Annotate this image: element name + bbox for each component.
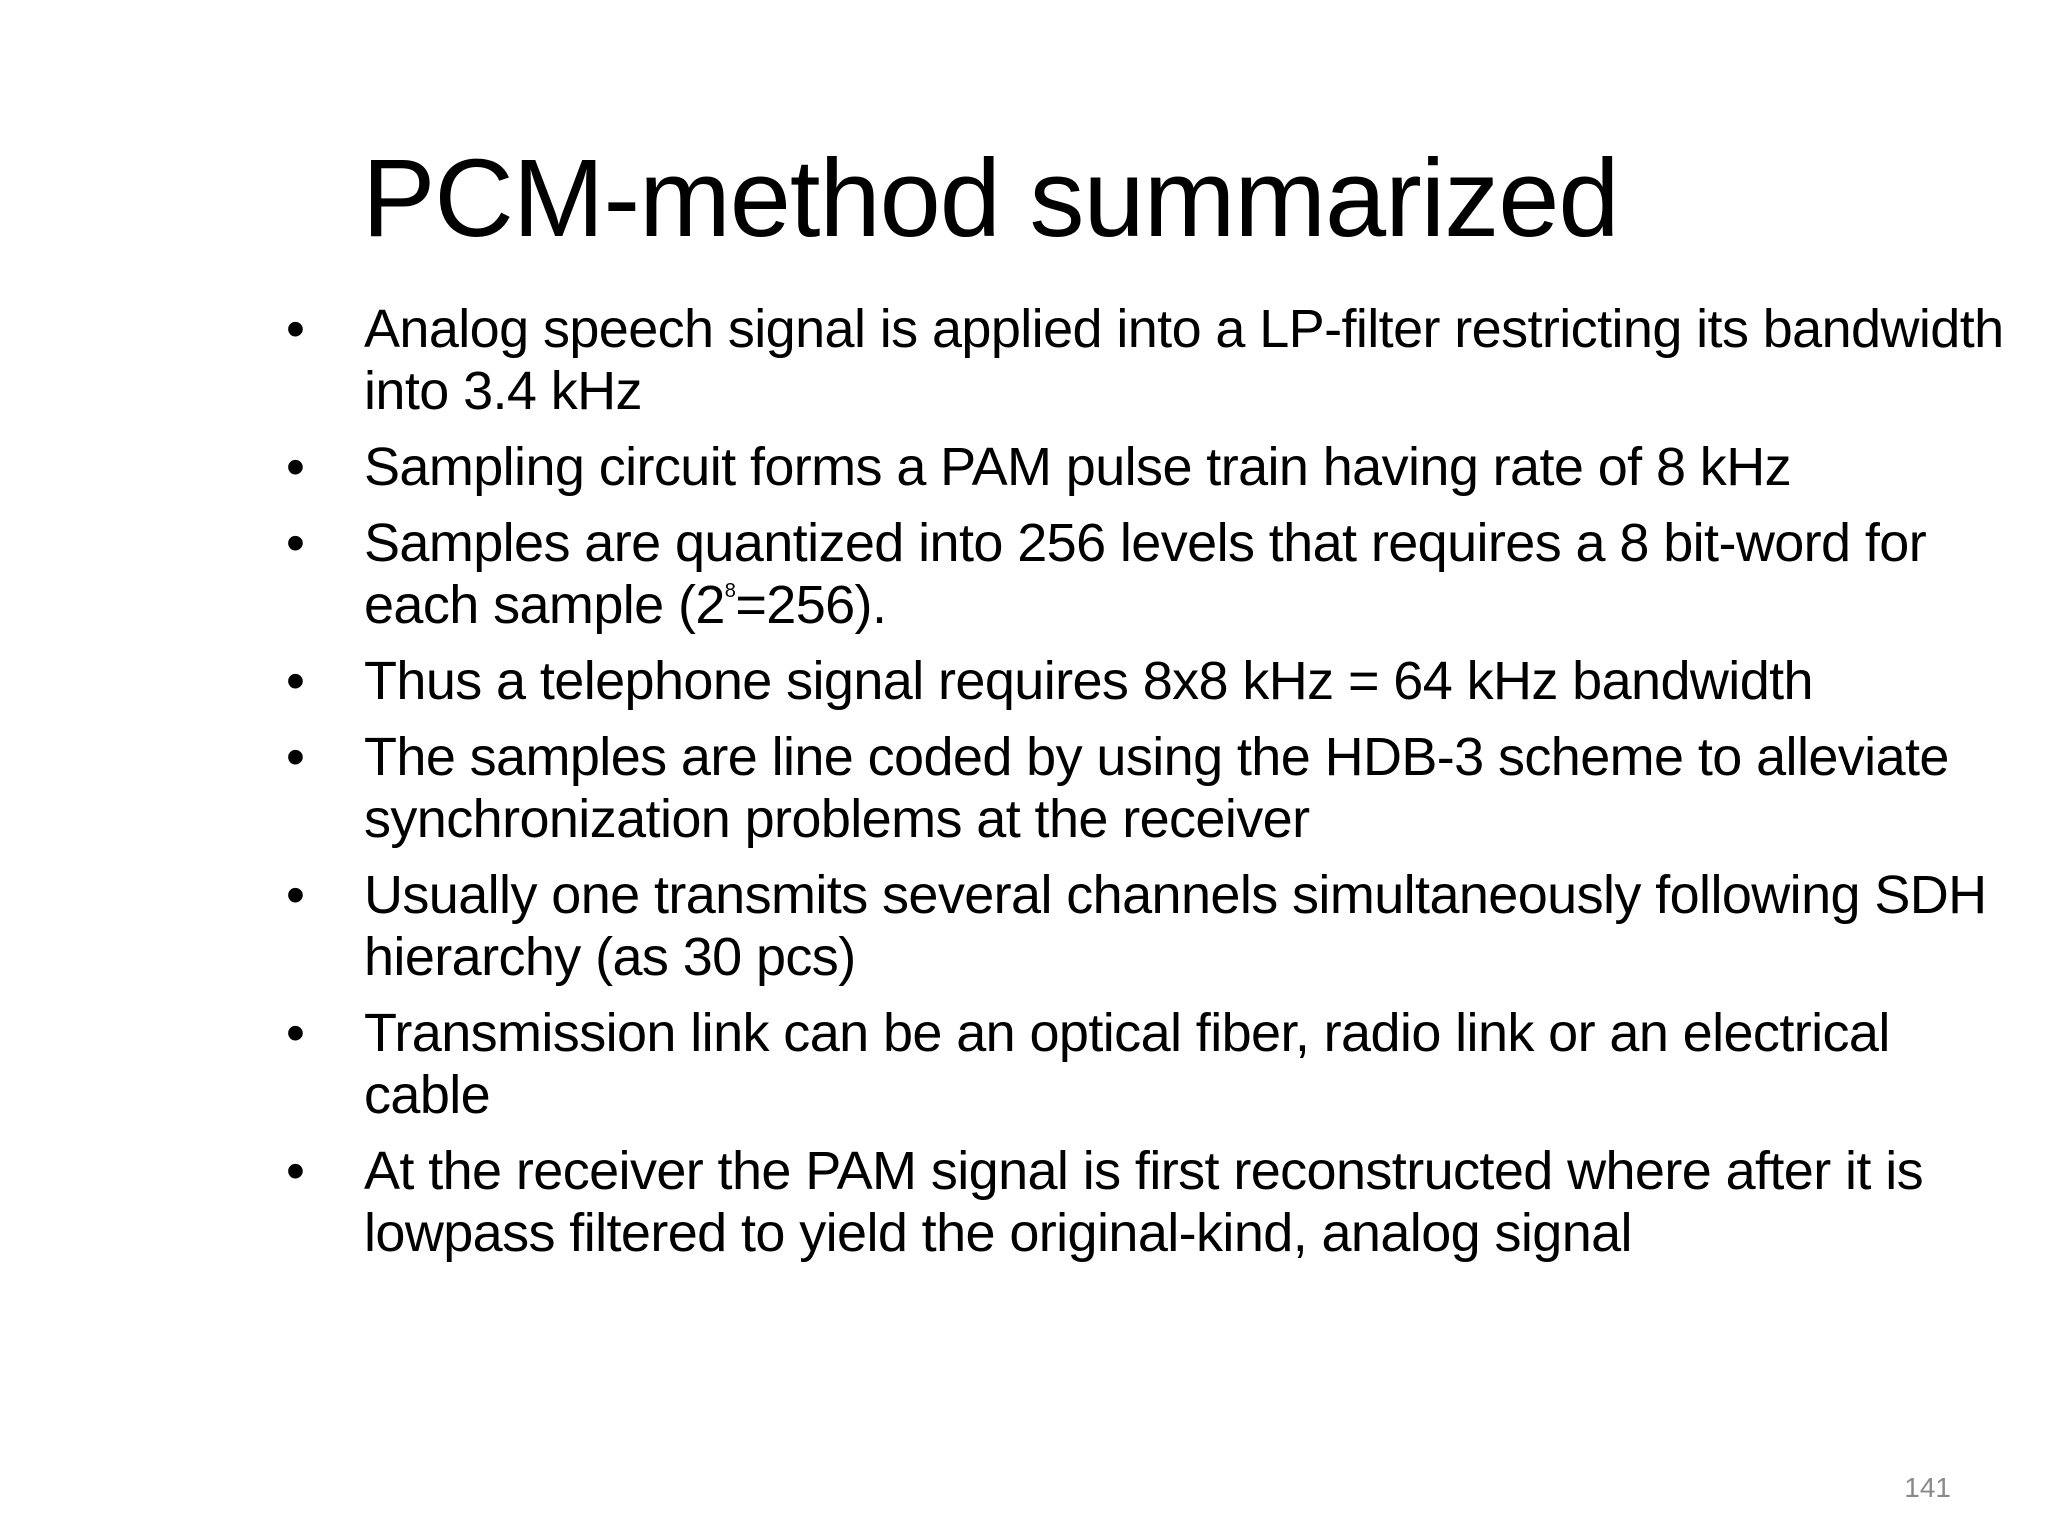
bullet-item-receiver <box>286 1140 2016 1264</box>
bullet-text-before: Samples are quantized into 256 levels that requires a 8 bit-word for each sample (2 <box>364 513 1927 635</box>
bullet-text: Thus a telephone signal requires 8x8 kHz = 64 kHz bandwidth <box>364 651 1813 711</box>
bullet-icon: • <box>286 437 305 497</box>
bullet-item-transmission-link <box>286 1002 2016 1126</box>
page-number: 141 <box>1904 1472 1951 1503</box>
slide-title: PCM-method summarized <box>362 137 1619 260</box>
bullet-text: Analog speech signal is applied into a LP-filter restricting its bandwidth into 3.4 kHz <box>364 299 2004 421</box>
bullet-text: Transmission link can be an optical fiber, radio link or an electrical cable <box>364 1003 1890 1125</box>
bullet-icon: • <box>286 513 305 573</box>
bullet-icon: • <box>286 1003 305 1063</box>
bullet-item-bandwidth <box>286 650 2016 712</box>
bullet-item-line-coding <box>286 726 2016 850</box>
bullet-icon: • <box>286 299 305 359</box>
bullet-icon: • <box>286 651 305 711</box>
bullet-text: The samples are line coded by using the HDB-3 scheme to alleviate synchronization problems at the receiver <box>364 727 1949 849</box>
bullet-item-quantization <box>286 512 2016 636</box>
bullet-icon: • <box>286 727 305 787</box>
bullet-text-after: =256). <box>735 575 887 635</box>
bullet-text: Sampling circuit forms a PAM pulse train having rate of 8 kHz <box>364 437 1791 497</box>
bullet-item-lp-filter <box>286 298 2016 422</box>
bullet-text: At the receiver the PAM signal is first reconstructed where after it is lowpass filtered to yield the original-kind, analog signal <box>364 1141 1924 1263</box>
bullet-text: Usually one transmits several channels simultaneously following SDH hierarchy (as 30 pcs) <box>364 865 1987 987</box>
bullet-icon: • <box>286 865 305 925</box>
bullet-item-sampling <box>286 436 2016 498</box>
exponent-superscript: 8 <box>724 580 736 602</box>
bullet-icon: • <box>286 1141 305 1201</box>
bullet-list <box>286 298 2016 1278</box>
bullet-text <box>364 513 1926 635</box>
bullet-item-channels <box>286 864 2016 988</box>
